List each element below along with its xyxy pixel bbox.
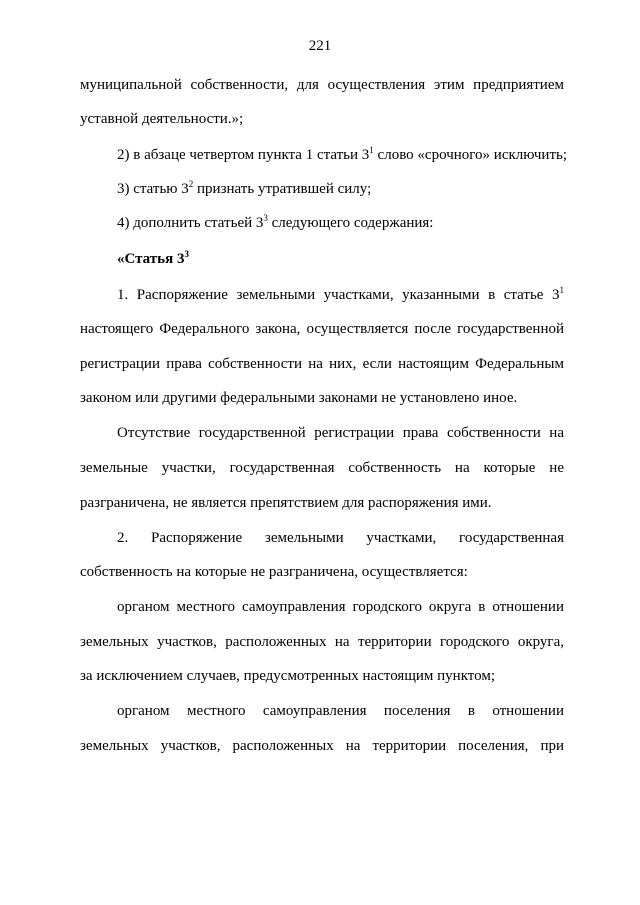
text-fragment: «Статья 3 bbox=[117, 251, 185, 267]
text-line bbox=[117, 214, 433, 232]
text-fragment: признать утратившей силу; bbox=[193, 181, 372, 197]
text-line: земельных участков, расположенных на территории поселения, при bbox=[80, 738, 564, 754]
superscript: 2 bbox=[188, 179, 194, 189]
text-line bbox=[117, 146, 567, 164]
article-heading bbox=[117, 250, 189, 268]
text-fragment: 2) в абзаце четвертом пункта 1 статьи 3 bbox=[117, 147, 370, 163]
superscript: 1 bbox=[369, 145, 374, 155]
text-line: уставной деятельности.»; bbox=[80, 111, 244, 127]
text-line: органом местного самоуправления поселения в отношении bbox=[117, 703, 564, 719]
text-line: муниципальной собственности, для осуществления этим предприятием bbox=[80, 77, 564, 93]
text-line: регистрации права собственности на них, если настоящим Федеральным bbox=[80, 356, 564, 372]
text-line bbox=[117, 286, 564, 304]
text-line: за исключением случаев, предусмотренных настоящим пунктом; bbox=[80, 668, 496, 684]
superscript: 3 bbox=[184, 249, 189, 259]
text-line: 2. Распоряжение земельными участками, государственная bbox=[117, 530, 564, 546]
text-line: Отсутствие государственной регистрации права собственности на bbox=[117, 425, 564, 441]
text-fragment: следующего содержания: bbox=[267, 215, 434, 231]
text-fragment: 1. Распоряжение земельными участками, указанными в статье 3 bbox=[117, 287, 560, 303]
text-line: земельных участков, расположенных на территории городского округа, bbox=[80, 634, 564, 650]
text-line: законом или другими федеральными законами не установлено иное. bbox=[80, 390, 518, 406]
text-line: настоящего Федерального закона, осуществляется после государственной bbox=[80, 321, 564, 337]
text-line: земельные участки, государственная собственность на которые не bbox=[80, 460, 564, 476]
text-line: органом местного самоуправления городского округа в отношении bbox=[117, 599, 564, 615]
text-line: разграничена, не является препятствием для распоряжения ими. bbox=[80, 495, 492, 511]
superscript: 1 bbox=[559, 285, 564, 295]
text-line: собственность на которые не разграничена, осуществляется: bbox=[80, 564, 468, 580]
text-fragment: слово «срочного» исключить; bbox=[373, 147, 568, 163]
superscript: 3 bbox=[263, 213, 268, 223]
text-fragment: 3) статью 3 bbox=[117, 181, 189, 197]
text-line bbox=[117, 180, 371, 198]
text-fragment: 4) дополнить статьей 3 bbox=[117, 215, 264, 231]
page-number: 221 bbox=[308, 38, 332, 54]
